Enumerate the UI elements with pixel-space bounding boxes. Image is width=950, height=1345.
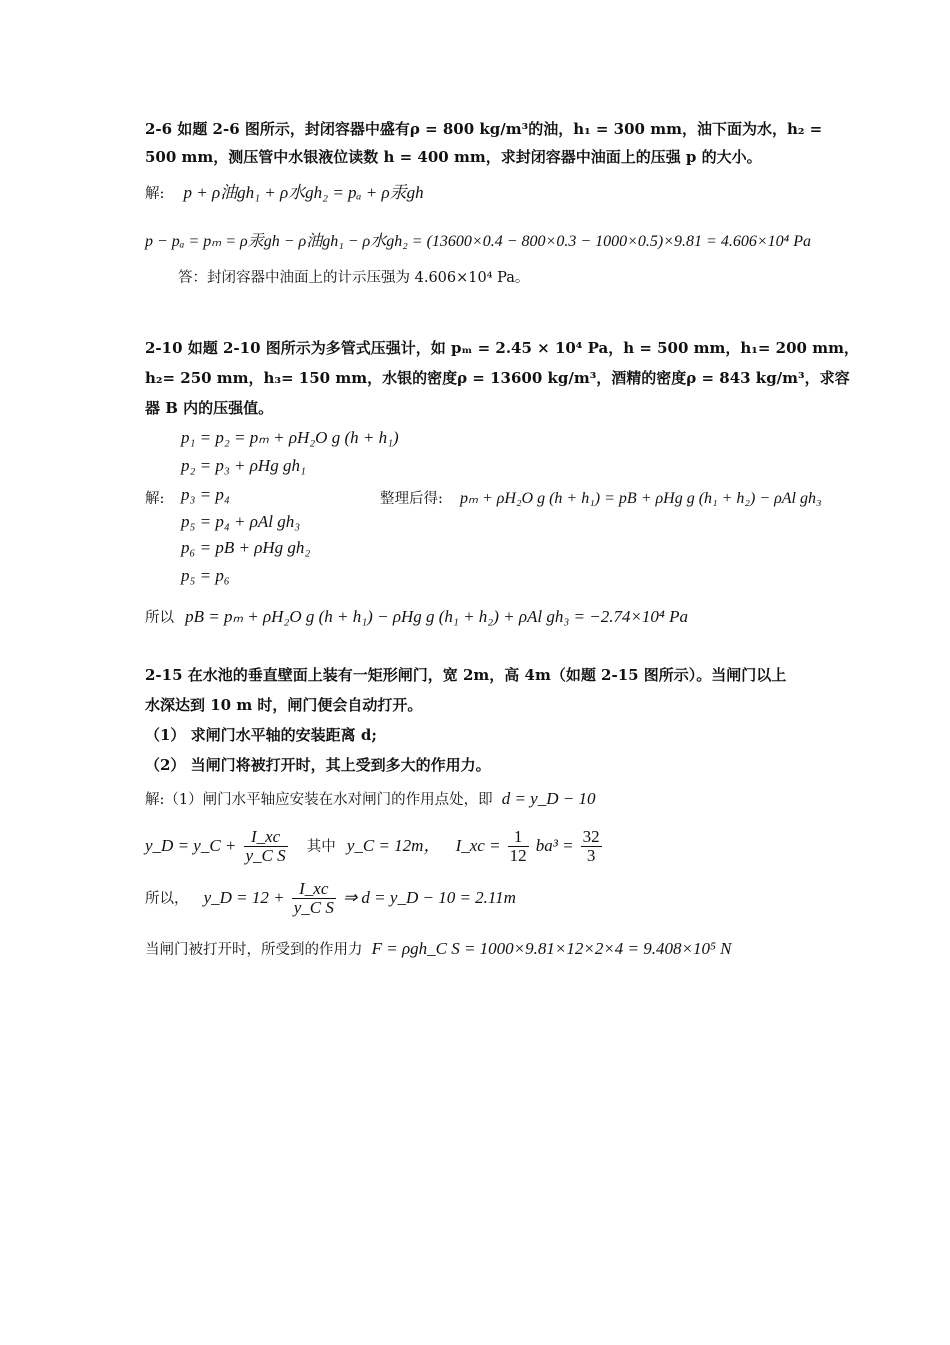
p215-force-eq: F = ρgh_C S = 1000×9.81×12×2×4 = 9.408×10⁵ N [371, 939, 732, 958]
p26-question-line1: 2-6 如题 2-6 图所示，封闭容器中盛有ρ = 800 kg/m³的油，h₁ = 300 mm，油下面为水，h₂ = [145, 120, 823, 138]
p210-solution-label: 解: [145, 491, 165, 507]
p26-solution-label: 解: [145, 186, 165, 202]
p215-fraction2-denominator: y_C S [293, 898, 334, 917]
p215-where-label: 其中 [306, 839, 336, 855]
p26-eq1: p + ρ油gh₁ + ρ水gh₂ = pₐ + ρ汞gh [183, 183, 424, 202]
p215-item-2: （2） 当闸门将被打开时，其上受到多大的作用力。 [145, 756, 491, 774]
p215-yD2-rhs: ⇒ d = y_D − 10 = 2.11m [342, 888, 516, 907]
p215-solution1-text: 解:（1）闸门水平轴应安装在水对闸门的作用点处，即 [145, 792, 493, 808]
p210-eq-3: p₃ = p₄ [181, 485, 230, 504]
p215-solution1-row [145, 788, 595, 812]
p210-eq-1: p₁ = p₂ = pₘ + ρH₂O g (h + h₁) [181, 428, 399, 447]
p210-result-row [145, 606, 688, 630]
p215-force-row [145, 938, 732, 962]
p210-arranged-row [380, 487, 822, 511]
p215-force-text: 当闸门被打开时，所受到的作用力 [145, 942, 363, 958]
p26-eq2: p − pₐ = pₘ = ρ汞gh − ρ油gh₁ − ρ水gh₂ = (13600×0.4 − 800×0.3 − 1000×0.5)×9.81 = 4.606×10⁴ Pa [145, 233, 811, 250]
p215-fraction-denominator: y_C S [245, 846, 286, 865]
p215-fraction2-numerator: I_xc [292, 880, 336, 899]
p215-fraction-32: 32 [582, 827, 600, 846]
p215-fraction-3: 3 [586, 846, 596, 865]
p215-solution1-eq: d = y_D − 10 [501, 789, 596, 808]
p215-question-line1: 2-15 在水池的垂直壁面上装有一矩形闸门，宽 2m，高 4m（如题 2-15 图所示）。当闸门以上 [145, 666, 787, 684]
p210-question-line1: 2-10 如题 2-10 图所示为多管式压强计，如 pₘ = 2.45 × 10⁴ Pa，h = 500 mm，h₁= 200 mm， [145, 339, 859, 357]
p215-question-line2: 水深达到 10 m 时，闸门便会自动打开。 [145, 696, 423, 714]
p215-so-label: 所以， [145, 891, 189, 907]
p215-yD2-fraction [292, 880, 336, 917]
p215-ba3: ba³ = [535, 836, 574, 855]
p210-question-line2: h₂= 250 mm，h₃= 150 mm，水银的密度ρ = 13600 kg/m³，酒精的密度ρ = 843 kg/m³，求容 [145, 369, 850, 387]
p215-yD2-lhs: y_D = 12 + [203, 888, 285, 907]
p210-eq-4: p₅ = p₄ + ρAl gh₃ [181, 512, 301, 531]
p26-answer: 答：封闭容器中油面上的计示压强为 4.606×10⁴ Pa。 [178, 270, 530, 286]
p210-eq-5: p₆ = pB + ρHg gh₂ [181, 538, 311, 557]
p210-eq-2: p₂ = p₃ + ρHg gh₁ [181, 456, 306, 475]
p215-yC-eq: y_C = 12m， [346, 836, 441, 855]
p215-yD2-row [145, 880, 516, 917]
p26-question-line2: 500 mm，测压管中水银液位读数 h = 400 mm，求封闭容器中油面上的压强 p 的大小。 [145, 148, 762, 166]
p215-fraction-twelve: 12 [509, 846, 527, 865]
p215-Ixc-lhs: I_xc = [455, 836, 501, 855]
p215-fraction-numerator: I_xc [244, 828, 288, 847]
p215-yD-lhs: y_D = y_C + [145, 836, 237, 855]
p215-yD-fraction [244, 828, 288, 865]
p215-item-1: （1） 求闸门水平轴的安装距离 d; [145, 726, 377, 744]
p215-one-twelfth-fraction [508, 828, 529, 865]
p210-result-eq: pB = pₘ + ρH₂O g (h + h₁) − ρHg g (h₁ + h₂) + ρAl gh₃ = −2.74×10⁴ Pa [185, 607, 688, 626]
p26-solution-eq1-row [145, 178, 424, 206]
p210-arranged-label: 整理后得: [380, 491, 443, 507]
p215-yD-row [145, 828, 604, 865]
p210-arranged-eq: pₘ + ρH₂O g (h + h₁) = pB + ρHg g (h₁ + h₂) − ρAl gh₃ [459, 490, 822, 507]
p215-32-over-3-fraction [581, 828, 602, 865]
p210-eq-6: p₅ = p₆ [181, 566, 230, 585]
p215-fraction-one: 1 [508, 828, 529, 847]
p210-so-label: 所以 [145, 610, 174, 626]
p210-question-line3: 器 B 内的压强值。 [145, 399, 274, 417]
